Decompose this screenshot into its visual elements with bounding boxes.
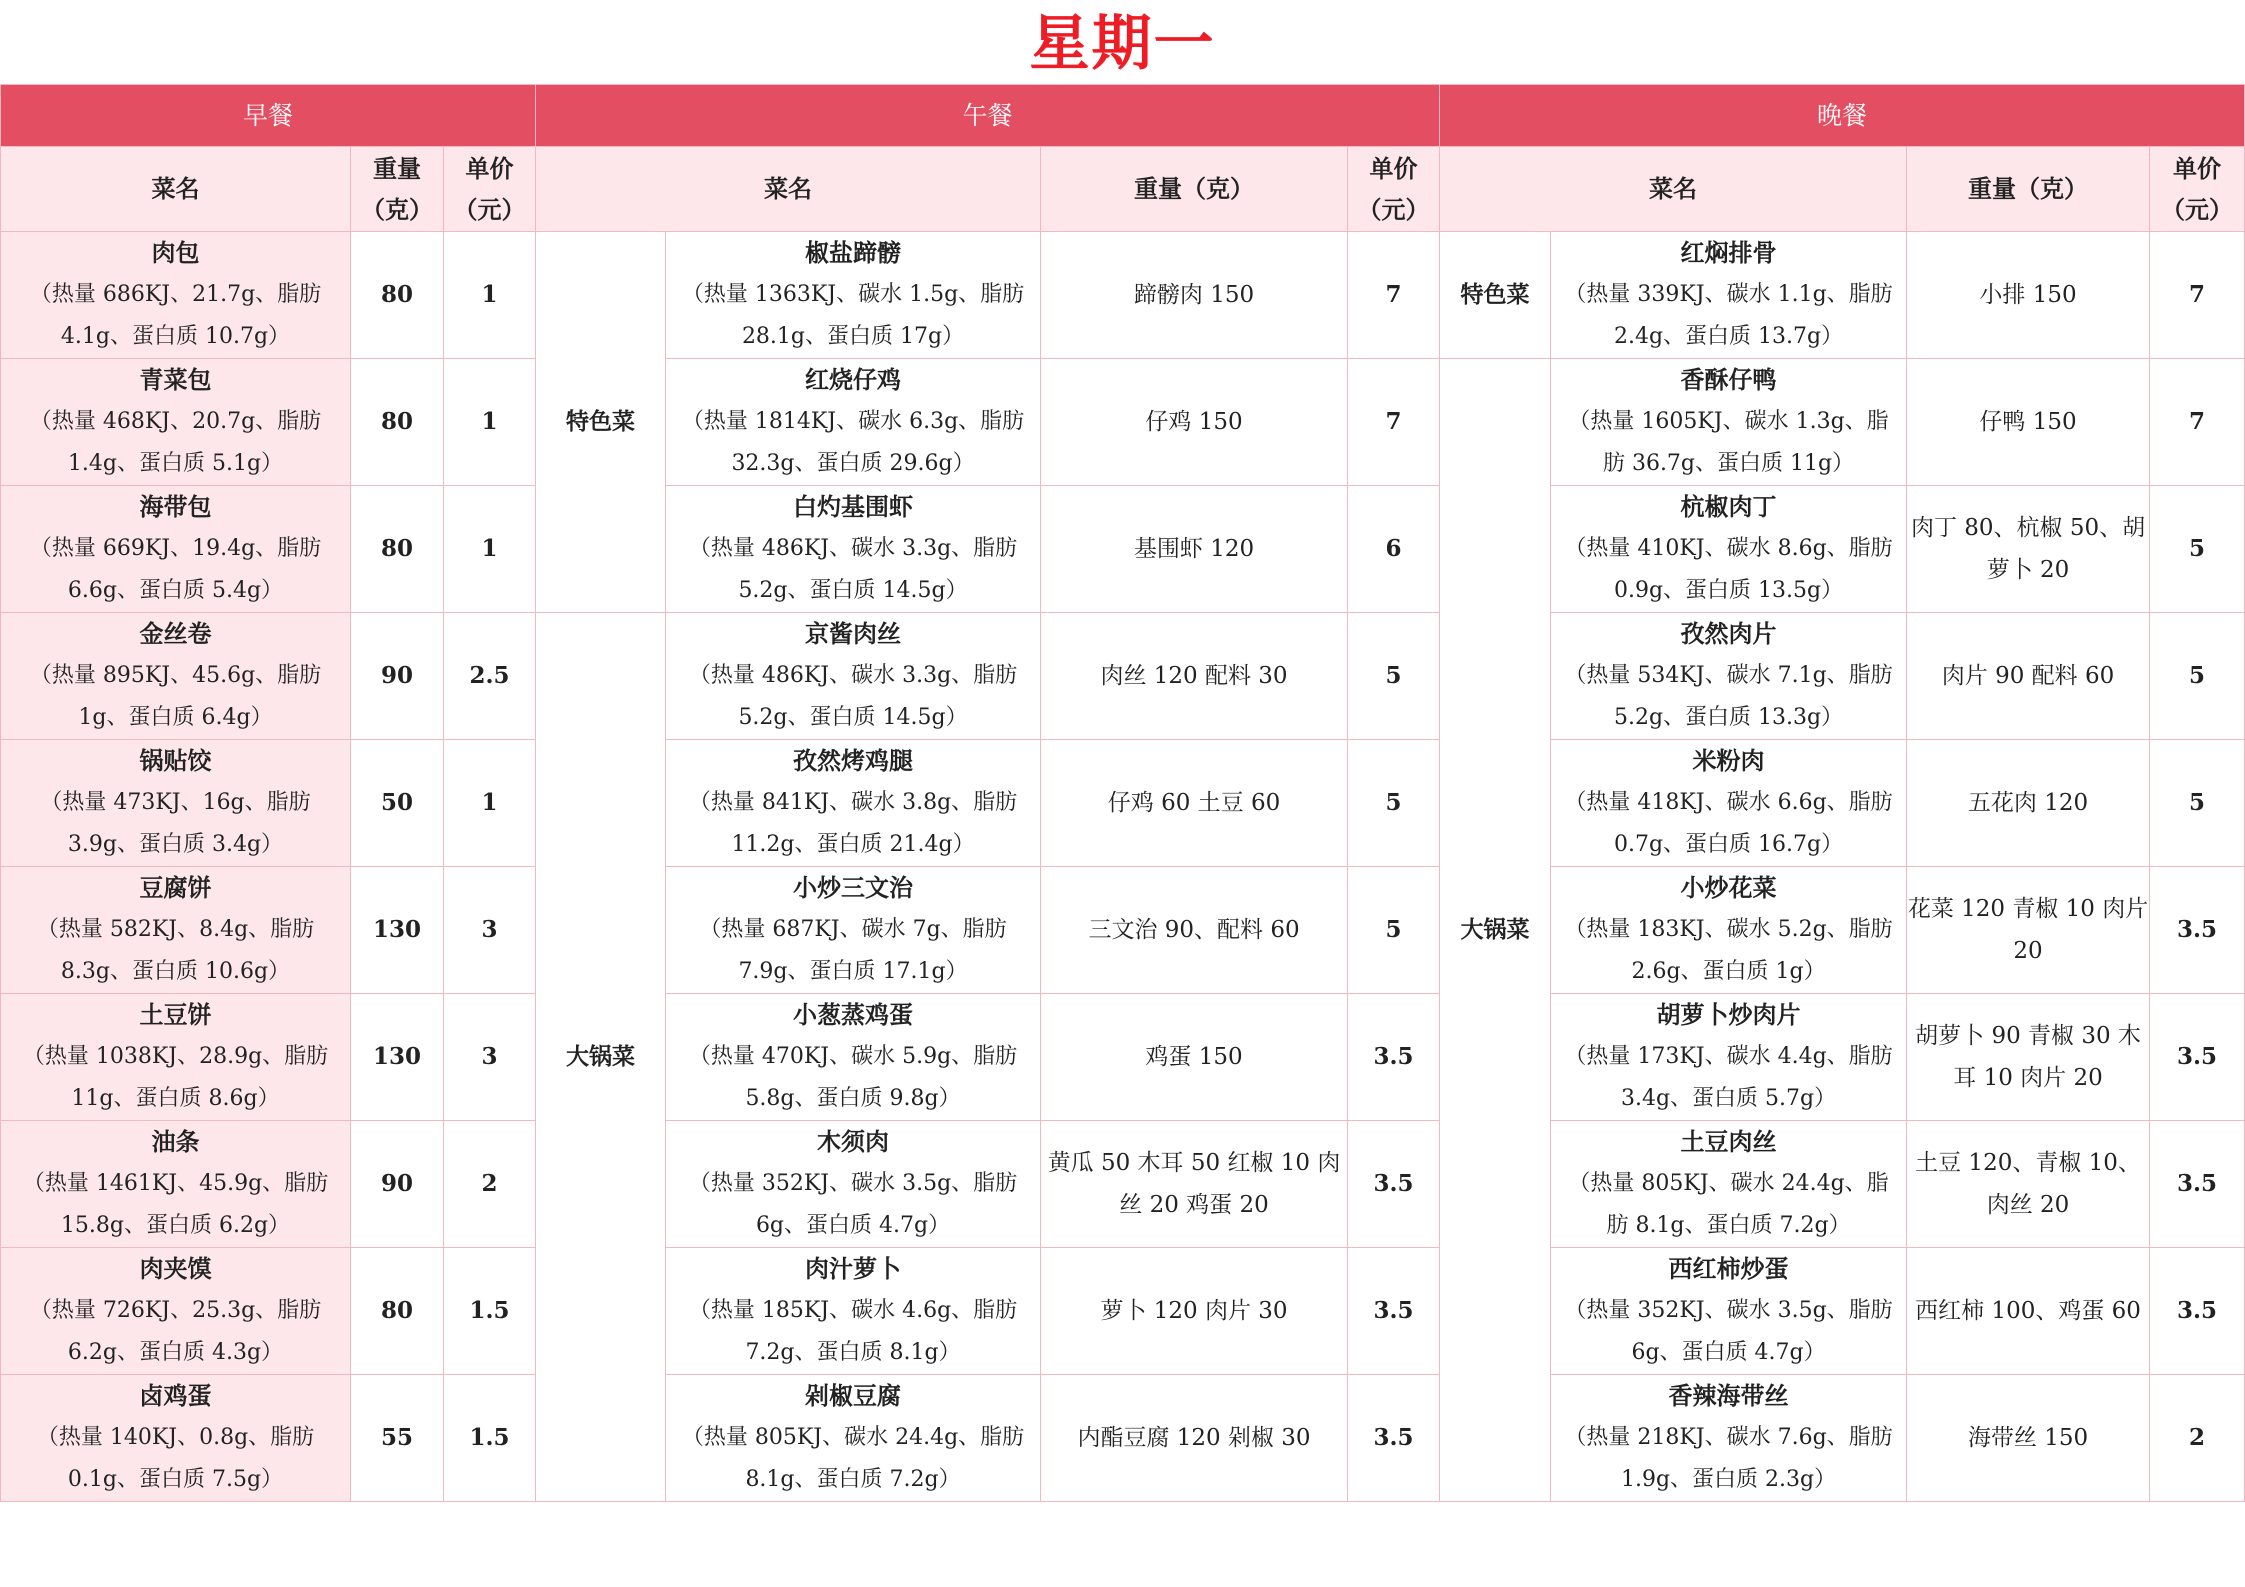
- weight-header-line1: 重量: [373, 154, 421, 183]
- dish-nutrition: （热量 687KJ、碳水 7g、脂肪 7.9g、蛋白质 17.1g）: [699, 917, 1007, 984]
- dish-nutrition: （热量 895KJ、45.6g、脂肪 1g、蛋白质 6.4g）: [29, 663, 322, 730]
- dish-name: 肉夹馍: [139, 1254, 212, 1283]
- dinner-dish-cell: [1551, 359, 1907, 486]
- dinner-dish-cell: [1551, 486, 1907, 613]
- dinner-dish-cell: [1551, 1121, 1907, 1248]
- dinner-weight-cell: 肉丁 80、杭椒 50、胡萝卜 20: [1907, 486, 2150, 613]
- dish-name: 孜然烤鸡腿: [793, 746, 914, 775]
- table-row: [1, 1375, 2245, 1502]
- breakfast-price-cell: 3: [444, 994, 536, 1121]
- lunch-price-header: [1348, 147, 1440, 232]
- table-row: [1, 613, 2245, 740]
- lunch-dish-cell: [666, 1375, 1041, 1502]
- dinner-price-cell: 3.5: [2150, 1121, 2245, 1248]
- dish-nutrition: （热量 218KJ、碳水 7.6g、脂肪 1.9g、蛋白质 2.3g）: [1564, 1425, 1893, 1492]
- table-row: [1, 232, 2245, 359]
- dish-nutrition: （热量 468KJ、20.7g、脂肪 1.4g、蛋白质 5.1g）: [29, 409, 322, 476]
- table-row: [1, 1121, 2245, 1248]
- breakfast-header: 早餐: [1, 85, 536, 147]
- table-row: [1, 994, 2245, 1121]
- dinner-name-header: 菜名: [1440, 147, 1907, 232]
- lunch-price-cell: 3.5: [1348, 1121, 1440, 1248]
- lunch-weight-header: 重量（克）: [1041, 147, 1348, 232]
- dish-name: 香辣海带丝: [1668, 1381, 1789, 1410]
- dish-name: 小炒花菜: [1680, 873, 1777, 902]
- lunch-dish-cell: [666, 1121, 1041, 1248]
- breakfast-weight-cell: 130: [351, 867, 444, 994]
- dinner-header: 晚餐: [1440, 85, 2245, 147]
- breakfast-dish-cell: [1, 1121, 351, 1248]
- lunch-weight-cell: 三文治 90、配料 60: [1041, 867, 1348, 994]
- column-header-row: [1, 147, 2245, 232]
- dish-name: 剁椒豆腐: [805, 1381, 902, 1410]
- dish-name: 白灼基围虾: [793, 492, 914, 521]
- dish-nutrition: （热量 140KJ、0.8g、脂肪 0.1g、蛋白质 7.5g）: [36, 1425, 315, 1492]
- breakfast-dish-cell: [1, 486, 351, 613]
- dinner-dish-cell: [1551, 232, 1907, 359]
- dish-name: 肉包: [151, 238, 200, 267]
- dish-name: 杭椒肉丁: [1680, 492, 1777, 521]
- breakfast-weight-cell: 80: [351, 232, 444, 359]
- dish-nutrition: （热量 173KJ、碳水 4.4g、脂肪 3.4g、蛋白质 5.7g）: [1564, 1044, 1893, 1111]
- dinner-price-cell: 5: [2150, 486, 2245, 613]
- lunch-price-cell: 7: [1348, 359, 1440, 486]
- breakfast-price-cell: 1.5: [444, 1248, 536, 1375]
- dinner-price-cell: 3.5: [2150, 994, 2245, 1121]
- lunch-category-featured: 特色菜: [536, 232, 666, 613]
- dish-nutrition: （热量 185KJ、碳水 4.6g、脂肪 7.2g、蛋白质 8.1g）: [688, 1298, 1018, 1365]
- dinner-weight-cell: 花菜 120 青椒 10 肉片 20: [1907, 867, 2150, 994]
- dish-nutrition: （热量 352KJ、碳水 3.5g、脂肪 6g、蛋白质 4.7g）: [688, 1171, 1018, 1238]
- breakfast-price-cell: 1: [444, 740, 536, 867]
- dish-nutrition: （热量 841KJ、碳水 3.8g、脂肪 11.2g、蛋白质 21.4g）: [688, 790, 1018, 857]
- lunch-dish-cell: [666, 486, 1041, 613]
- dish-name: 香酥仔鸭: [1680, 365, 1777, 394]
- dinner-weight-cell: 海带丝 150: [1907, 1375, 2150, 1502]
- dinner-dish-cell: [1551, 613, 1907, 740]
- breakfast-dish-cell: [1, 613, 351, 740]
- breakfast-dish-cell: [1, 232, 351, 359]
- dinner-price-cell: 5: [2150, 613, 2245, 740]
- dinner-dish-cell: [1551, 1375, 1907, 1502]
- dish-name: 红焖排骨: [1680, 238, 1777, 267]
- lunch-dish-cell: [666, 232, 1041, 359]
- breakfast-price-cell: 1.5: [444, 1375, 536, 1502]
- dish-name: 孜然肉片: [1680, 619, 1777, 648]
- dish-nutrition: （热量 1038KJ、28.9g、脂肪 11g、蛋白质 8.6g）: [22, 1044, 329, 1111]
- dinner-weight-cell: 肉片 90 配料 60: [1907, 613, 2150, 740]
- price-header-line2: （元）: [453, 195, 526, 224]
- lunch-price-cell: 5: [1348, 613, 1440, 740]
- menu-table: [0, 84, 2245, 1502]
- dinner-weight-header: 重量（克）: [1907, 147, 2150, 232]
- dish-nutrition: （热量 1461KJ、45.9g、脂肪 15.8g、蛋白质 6.2g）: [22, 1171, 329, 1238]
- dish-nutrition: （热量 339KJ、碳水 1.1g、脂肪 2.4g、蛋白质 13.7g）: [1564, 282, 1893, 349]
- lunch-price-cell: 3.5: [1348, 1248, 1440, 1375]
- breakfast-dish-cell: [1, 359, 351, 486]
- lunch-category-pot: 大锅菜: [536, 613, 666, 1502]
- lunch-weight-cell: 肉丝 120 配料 30: [1041, 613, 1348, 740]
- breakfast-weight-cell: 55: [351, 1375, 444, 1502]
- dish-name: 椒盐蹄髈: [805, 238, 902, 267]
- price-header-line2: （元）: [2161, 195, 2234, 224]
- dinner-weight-cell: 仔鸭 150: [1907, 359, 2150, 486]
- breakfast-price-header: [444, 147, 536, 232]
- dish-nutrition: （热量 1605KJ、碳水 1.3g、脂肪 36.7g、蛋白质 11g）: [1568, 409, 1889, 476]
- lunch-dish-cell: [666, 994, 1041, 1121]
- dish-nutrition: （热量 686KJ、21.7g、脂肪 4.1g、蛋白质 10.7g）: [29, 282, 322, 349]
- dish-nutrition: （热量 470KJ、碳水 5.9g、脂肪 5.8g、蛋白质 9.8g）: [688, 1044, 1018, 1111]
- lunch-dish-cell: [666, 1248, 1041, 1375]
- lunch-price-cell: 3.5: [1348, 994, 1440, 1121]
- price-header-line1: 单价: [465, 154, 514, 183]
- breakfast-weight-cell: 80: [351, 486, 444, 613]
- dish-nutrition: （热量 805KJ、碳水 24.4g、脂肪 8.1g、蛋白质 7.2g）: [1568, 1171, 1889, 1238]
- lunch-weight-cell: 蹄髈肉 150: [1041, 232, 1348, 359]
- lunch-weight-cell: 仔鸡 60 土豆 60: [1041, 740, 1348, 867]
- dish-name: 金丝卷: [139, 619, 212, 648]
- dish-nutrition: （热量 183KJ、碳水 5.2g、脂肪 2.6g、蛋白质 1g）: [1564, 917, 1893, 984]
- dish-name: 米粉肉: [1692, 746, 1765, 775]
- dinner-category-featured: 特色菜: [1440, 232, 1551, 359]
- page-title: 星期一: [1029, 9, 1216, 79]
- dish-name: 肉汁萝卜: [805, 1254, 902, 1283]
- breakfast-weight-cell: 80: [351, 1248, 444, 1375]
- lunch-dish-cell: [666, 867, 1041, 994]
- lunch-weight-cell: 仔鸡 150: [1041, 359, 1348, 486]
- dish-name: 土豆肉丝: [1680, 1127, 1777, 1156]
- dish-nutrition: （热量 486KJ、碳水 3.3g、脂肪 5.2g、蛋白质 14.5g）: [688, 536, 1018, 603]
- dinner-dish-cell: [1551, 867, 1907, 994]
- dinner-weight-cell: 西红柿 100、鸡蛋 60: [1907, 1248, 2150, 1375]
- breakfast-dish-cell: [1, 867, 351, 994]
- dinner-price-cell: 3.5: [2150, 1248, 2245, 1375]
- breakfast-dish-cell: [1, 1248, 351, 1375]
- lunch-price-cell: 7: [1348, 232, 1440, 359]
- breakfast-weight-cell: 130: [351, 994, 444, 1121]
- price-header-line1: 单价: [1369, 154, 1418, 183]
- lunch-price-cell: 5: [1348, 867, 1440, 994]
- lunch-dish-cell: [666, 359, 1041, 486]
- table-row: [1, 867, 2245, 994]
- breakfast-weight-cell: 90: [351, 1121, 444, 1248]
- dish-name: 木须肉: [817, 1127, 890, 1156]
- lunch-header: 午餐: [536, 85, 1440, 147]
- dish-name: 油条: [151, 1127, 200, 1156]
- dish-name: 胡萝卜炒肉片: [1656, 1000, 1801, 1029]
- lunch-dish-cell: [666, 613, 1041, 740]
- breakfast-name-header: 菜名: [1, 147, 351, 232]
- lunch-weight-cell: 黄瓜 50 木耳 50 红椒 10 肉丝 20 鸡蛋 20: [1041, 1121, 1348, 1248]
- dish-nutrition: （热量 410KJ、碳水 8.6g、脂肪 0.9g、蛋白质 13.5g）: [1564, 536, 1893, 603]
- breakfast-price-cell: 1: [444, 486, 536, 613]
- price-header-line2: （元）: [1357, 195, 1430, 224]
- lunch-dish-cell: [666, 740, 1041, 867]
- dish-name: 豆腐饼: [139, 873, 212, 902]
- breakfast-price-cell: 1: [444, 359, 536, 486]
- dish-name: 红烧仔鸡: [805, 365, 902, 394]
- lunch-price-cell: 5: [1348, 740, 1440, 867]
- dinner-dish-cell: [1551, 994, 1907, 1121]
- breakfast-price-cell: 2.5: [444, 613, 536, 740]
- breakfast-price-cell: 2: [444, 1121, 536, 1248]
- dinner-price-cell: 3.5: [2150, 867, 2245, 994]
- table-row: [1, 1248, 2245, 1375]
- meal-header-row: [1, 85, 2245, 147]
- dish-name: 青菜包: [139, 365, 212, 394]
- dinner-weight-cell: 五花肉 120: [1907, 740, 2150, 867]
- lunch-price-cell: 3.5: [1348, 1375, 1440, 1502]
- breakfast-dish-cell: [1, 994, 351, 1121]
- dish-name: 西红柿炒蛋: [1668, 1254, 1789, 1283]
- dinner-price-cell: 7: [2150, 232, 2245, 359]
- dish-name: 土豆饼: [139, 1000, 212, 1029]
- dinner-price-cell: 5: [2150, 740, 2245, 867]
- breakfast-dish-cell: [1, 1375, 351, 1502]
- dish-nutrition: （热量 805KJ、碳水 24.4g、脂肪 8.1g、蛋白质 7.2g）: [681, 1425, 1025, 1492]
- table-row: [1, 740, 2245, 867]
- price-header-line1: 单价: [2173, 154, 2222, 183]
- dinner-weight-cell: 胡萝卜 90 青椒 30 木耳 10 肉片 20: [1907, 994, 2150, 1121]
- dinner-dish-cell: [1551, 1248, 1907, 1375]
- table-row: [1, 486, 2245, 613]
- dinner-weight-cell: 小排 150: [1907, 232, 2150, 359]
- dinner-dish-cell: [1551, 740, 1907, 867]
- dish-nutrition: （热量 486KJ、碳水 3.3g、脂肪 5.2g、蛋白质 14.5g）: [688, 663, 1018, 730]
- weight-header-line2: （克）: [361, 195, 433, 224]
- breakfast-price-cell: 3: [444, 867, 536, 994]
- breakfast-weight-header: [351, 147, 444, 232]
- dish-name: 锅贴饺: [139, 746, 212, 775]
- breakfast-weight-cell: 80: [351, 359, 444, 486]
- dish-name: 小炒三文治: [793, 873, 914, 902]
- lunch-weight-cell: 基围虾 120: [1041, 486, 1348, 613]
- dish-nutrition: （热量 352KJ、碳水 3.5g、脂肪 6g、蛋白质 4.7g）: [1564, 1298, 1893, 1365]
- dish-nutrition: （热量 418KJ、碳水 6.6g、脂肪 0.7g、蛋白质 16.7g）: [1564, 790, 1893, 857]
- dinner-weight-cell: 土豆 120、青椒 10、肉丝 20: [1907, 1121, 2150, 1248]
- lunch-weight-cell: 内酯豆腐 120 剁椒 30: [1041, 1375, 1348, 1502]
- breakfast-dish-cell: [1, 740, 351, 867]
- dish-nutrition: （热量 582KJ、8.4g、脂肪 8.3g、蛋白质 10.6g）: [36, 917, 315, 984]
- dish-name: 京酱肉丝: [805, 619, 902, 648]
- breakfast-price-cell: 1: [444, 232, 536, 359]
- dish-name: 海带包: [139, 492, 212, 521]
- dish-name: 卤鸡蛋: [139, 1381, 212, 1410]
- dish-nutrition: （热量 1363KJ、碳水 1.5g、脂肪 28.1g、蛋白质 17g）: [681, 282, 1025, 349]
- dish-nutrition: （热量 1814KJ、碳水 6.3g、脂肪 32.3g、蛋白质 29.6g）: [681, 409, 1025, 476]
- dish-nutrition: （热量 473KJ、16g、脂肪 3.9g、蛋白质 3.4g）: [40, 790, 311, 857]
- dinner-price-header: [2150, 147, 2245, 232]
- dish-nutrition: （热量 726KJ、25.3g、脂肪 6.2g、蛋白质 4.3g）: [29, 1298, 322, 1365]
- dinner-price-cell: 2: [2150, 1375, 2245, 1502]
- dish-nutrition: （热量 534KJ、碳水 7.1g、脂肪 5.2g、蛋白质 13.3g）: [1564, 663, 1893, 730]
- lunch-weight-cell: 鸡蛋 150: [1041, 994, 1348, 1121]
- dinner-category-pot: 大锅菜: [1440, 359, 1551, 1502]
- dish-nutrition: （热量 669KJ、19.4g、脂肪 6.6g、蛋白质 5.4g）: [29, 536, 322, 603]
- lunch-price-cell: 6: [1348, 486, 1440, 613]
- breakfast-weight-cell: 90: [351, 613, 444, 740]
- dinner-price-cell: 7: [2150, 359, 2245, 486]
- lunch-weight-cell: 萝卜 120 肉片 30: [1041, 1248, 1348, 1375]
- lunch-name-header: 菜名: [536, 147, 1041, 232]
- table-row: [1, 359, 2245, 486]
- breakfast-weight-cell: 50: [351, 740, 444, 867]
- dish-name: 小葱蒸鸡蛋: [793, 1000, 914, 1029]
